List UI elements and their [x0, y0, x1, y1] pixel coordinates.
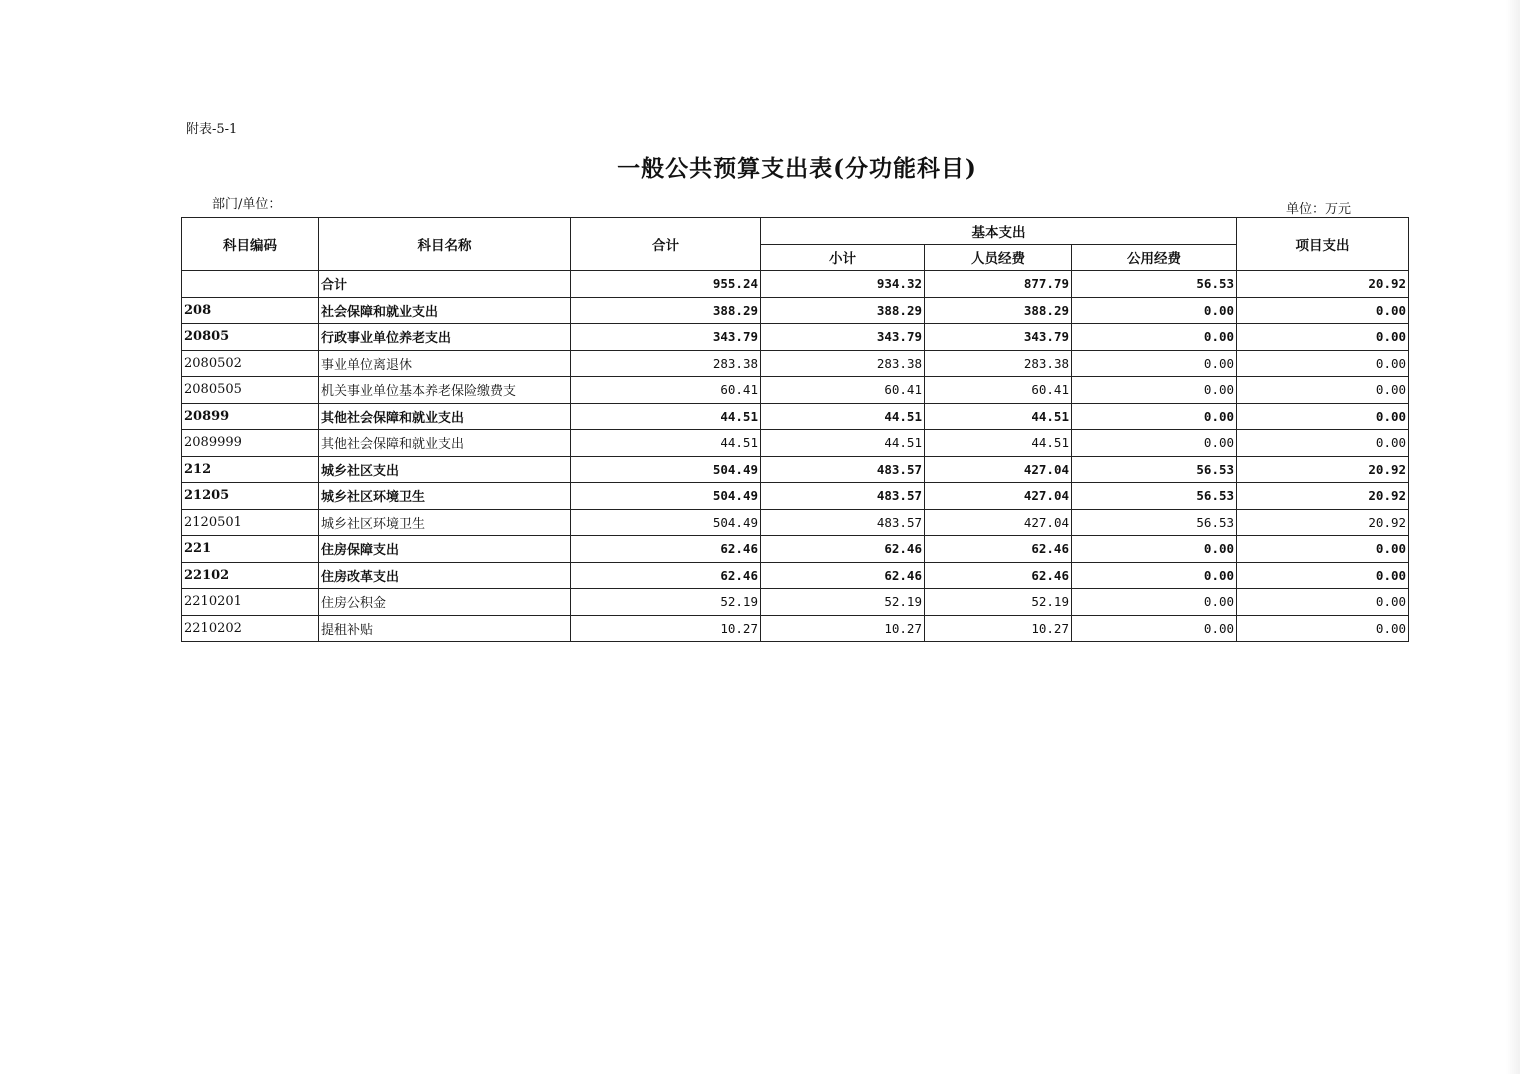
row-subtotal: 60.41	[761, 377, 925, 404]
row-public: 56.53	[1072, 509, 1237, 536]
row-name: 住房改革支出	[319, 562, 571, 589]
row-name: 城乡社区支出	[319, 456, 571, 483]
row-code: 21205	[182, 483, 319, 510]
row-code: 212	[182, 456, 319, 483]
row-name: 社会保障和就业支出	[319, 297, 571, 324]
row-project: 0.00	[1237, 377, 1409, 404]
row-name: 住房保障支出	[319, 536, 571, 563]
row-total: 955.24	[571, 271, 761, 298]
row-subtotal: 388.29	[761, 297, 925, 324]
row-code: 2120501	[182, 509, 319, 536]
row-total: 343.79	[571, 324, 761, 351]
row-personnel: 427.04	[925, 483, 1072, 510]
budget-table	[181, 217, 1409, 642]
row-subtotal: 52.19	[761, 589, 925, 616]
row-subtotal: 44.51	[761, 430, 925, 457]
row-total: 10.27	[571, 615, 761, 642]
header-code: 科目编码	[182, 218, 319, 271]
row-personnel: 427.04	[925, 456, 1072, 483]
row-subtotal: 483.57	[761, 483, 925, 510]
header-public: 公用经费	[1072, 244, 1237, 271]
table-row	[182, 589, 1409, 616]
row-personnel: 388.29	[925, 297, 1072, 324]
row-subtotal: 62.46	[761, 562, 925, 589]
row-project: 0.00	[1237, 403, 1409, 430]
row-public: 56.53	[1072, 271, 1237, 298]
row-subtotal: 483.57	[761, 456, 925, 483]
row-project: 0.00	[1237, 297, 1409, 324]
row-code: 20805	[182, 324, 319, 351]
table-row	[182, 430, 1409, 457]
row-project: 0.00	[1237, 615, 1409, 642]
row-subtotal: 934.32	[761, 271, 925, 298]
table-row	[182, 483, 1409, 510]
row-public: 0.00	[1072, 430, 1237, 457]
row-subtotal: 483.57	[761, 509, 925, 536]
table-row	[182, 271, 1409, 298]
row-total: 62.46	[571, 562, 761, 589]
row-project: 0.00	[1237, 430, 1409, 457]
row-personnel: 62.46	[925, 562, 1072, 589]
row-project: 0.00	[1237, 562, 1409, 589]
row-code: 2089999	[182, 430, 319, 457]
row-public: 0.00	[1072, 350, 1237, 377]
row-code: 208	[182, 297, 319, 324]
row-code	[182, 271, 319, 298]
row-public: 0.00	[1072, 297, 1237, 324]
row-name: 合计	[319, 271, 571, 298]
department-label: 部门/单位：	[212, 197, 282, 212]
table-row	[182, 536, 1409, 563]
row-total: 52.19	[571, 589, 761, 616]
row-public: 0.00	[1072, 589, 1237, 616]
row-name: 其他社会保障和就业支出	[319, 430, 571, 457]
row-total: 504.49	[571, 483, 761, 510]
row-name: 提租补贴	[319, 615, 571, 642]
row-total: 60.41	[571, 377, 761, 404]
row-personnel: 427.04	[925, 509, 1072, 536]
row-project: 20.92	[1237, 271, 1409, 298]
row-project: 20.92	[1237, 483, 1409, 510]
row-project: 0.00	[1237, 536, 1409, 563]
row-name: 城乡社区环境卫生	[319, 483, 571, 510]
row-personnel: 877.79	[925, 271, 1072, 298]
row-subtotal: 343.79	[761, 324, 925, 351]
header-subtotal: 小计	[761, 244, 925, 271]
row-project: 0.00	[1237, 589, 1409, 616]
table-row	[182, 377, 1409, 404]
row-personnel: 52.19	[925, 589, 1072, 616]
row-total: 504.49	[571, 456, 761, 483]
annex-label: 附表-5-1	[186, 122, 238, 137]
row-public: 0.00	[1072, 403, 1237, 430]
unit-label: 单位：万元	[1286, 202, 1352, 217]
header-name: 科目名称	[319, 218, 571, 271]
header-basic-group: 基本支出	[761, 218, 1237, 245]
row-name: 城乡社区环境卫生	[319, 509, 571, 536]
row-public: 56.53	[1072, 483, 1237, 510]
row-personnel: 10.27	[925, 615, 1072, 642]
row-name: 事业单位离退休	[319, 350, 571, 377]
row-name: 机关事业单位基本养老保险缴费支	[319, 377, 571, 404]
row-personnel: 283.38	[925, 350, 1072, 377]
row-total: 62.46	[571, 536, 761, 563]
row-code: 22102	[182, 562, 319, 589]
row-project: 0.00	[1237, 350, 1409, 377]
row-total: 388.29	[571, 297, 761, 324]
row-personnel: 343.79	[925, 324, 1072, 351]
row-name: 行政事业单位养老支出	[319, 324, 571, 351]
row-subtotal: 62.46	[761, 536, 925, 563]
row-subtotal: 283.38	[761, 350, 925, 377]
row-public: 0.00	[1072, 324, 1237, 351]
row-code: 2080505	[182, 377, 319, 404]
row-total: 283.38	[571, 350, 761, 377]
row-personnel: 44.51	[925, 403, 1072, 430]
header-row-top	[182, 218, 1409, 245]
row-code: 221	[182, 536, 319, 563]
row-subtotal: 10.27	[761, 615, 925, 642]
table-row	[182, 562, 1409, 589]
row-project: 0.00	[1237, 324, 1409, 351]
table-row	[182, 615, 1409, 642]
row-total: 44.51	[571, 403, 761, 430]
table-row	[182, 456, 1409, 483]
row-personnel: 44.51	[925, 430, 1072, 457]
row-total: 504.49	[571, 509, 761, 536]
row-name: 其他社会保障和就业支出	[319, 403, 571, 430]
header-personnel: 人员经费	[925, 244, 1072, 271]
document-title: 一般公共预算支出表(分功能科目)	[617, 155, 977, 182]
row-code: 2210202	[182, 615, 319, 642]
row-code: 2080502	[182, 350, 319, 377]
table-row	[182, 403, 1409, 430]
table-row	[182, 324, 1409, 351]
row-public: 56.53	[1072, 456, 1237, 483]
row-public: 0.00	[1072, 377, 1237, 404]
row-public: 0.00	[1072, 562, 1237, 589]
row-total: 44.51	[571, 430, 761, 457]
row-subtotal: 44.51	[761, 403, 925, 430]
header-total: 合计	[571, 218, 761, 271]
row-code: 20899	[182, 403, 319, 430]
header-project: 项目支出	[1237, 218, 1409, 271]
row-project: 20.92	[1237, 456, 1409, 483]
row-code: 2210201	[182, 589, 319, 616]
table-row	[182, 297, 1409, 324]
row-public: 0.00	[1072, 536, 1237, 563]
row-name: 住房公积金	[319, 589, 571, 616]
table-row	[182, 509, 1409, 536]
row-personnel: 62.46	[925, 536, 1072, 563]
row-project: 20.92	[1237, 509, 1409, 536]
row-personnel: 60.41	[925, 377, 1072, 404]
row-public: 0.00	[1072, 615, 1237, 642]
table-row	[182, 350, 1409, 377]
